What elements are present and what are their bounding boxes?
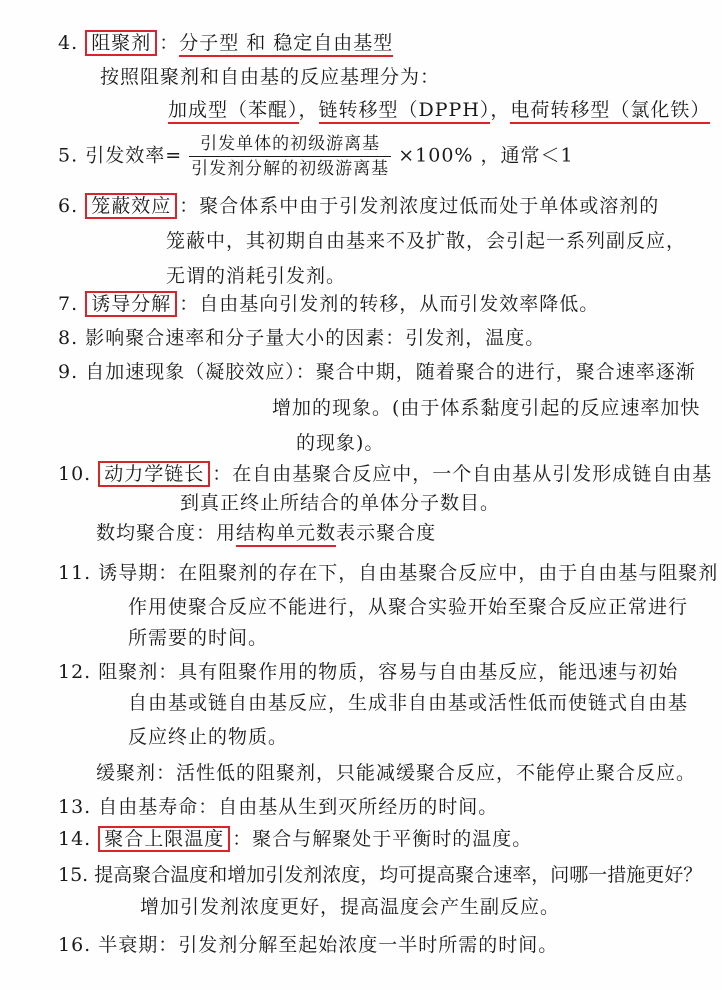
note-15-line-1: 15. 提高聚合温度和增加引发剂浓度，均可提高聚合速率，问哪一措施更好？ (58, 864, 703, 886)
note-16-line: 16. 半衰期：引发剂分解至起始浓度一半时所需的时间。 (58, 934, 559, 956)
efficiency-fraction (189, 132, 391, 181)
inhibitor-classification-intro: 按照阻聚剂和自由基的反应基理分为： (100, 66, 441, 88)
note-7-line: 7. 诱导分解 ：自由基向引发剂的转移，从而引发效率降低。 (58, 293, 600, 315)
note-13-line: 13. 自由基寿命：自由基从生到灭所经历的时间。 (58, 796, 499, 818)
term-retarder: 缓聚剂：活性低的阻聚剂，只能减缓聚合反应，不能停止聚合反应。 (96, 762, 697, 784)
term-cage-effect: 笼蔽效应 (85, 193, 177, 219)
term-induced-decomposition: 诱导分解 (85, 291, 177, 317)
note-number: 9. (58, 361, 79, 383)
note-10-line-2: 到真正终止所结合的单体分子数目。 (180, 492, 501, 514)
note-4-line-1: 4. 阻聚剂 ：分子型 和 稳定自由基型 (58, 30, 393, 56)
addition-type: 加成型（苯醌） (168, 99, 299, 124)
note-6-line-3: 无谓的消耗引发剂。 (166, 265, 347, 287)
note-12-line-1: 12. 阻聚剂：具有阻聚作用的物质，容易与自由基反应，能迅速与初始 (58, 661, 679, 683)
chain-transfer-type: 链转移型（DPPH） (319, 99, 491, 124)
inhibitor-types: 分子型 和 稳定自由基型 (179, 32, 393, 57)
note-15-line-2: 增加引发剂浓度更好，提高温度会产生副反应。 (140, 896, 561, 918)
note-number: 15. (58, 864, 89, 886)
note-4-line-2 (100, 64, 440, 90)
note-12-line-4 (96, 760, 696, 786)
fraction-denominator: 引发剂分解的初级游离基 (191, 159, 390, 179)
structural-unit-count: 结构单元数 (236, 522, 336, 547)
note-number: 5. (58, 144, 79, 167)
note-9-line-2: 增加的现象。(由于体系黏度引起的反应速率加快 (272, 397, 701, 419)
note-11-line-3: 所需要的时间。 (128, 627, 269, 649)
note-6-line-1: 6. 笼蔽效应 ：聚合体系中由于引发剂浓度过低而处于单体或溶剂的 (58, 195, 660, 217)
term-kinetic-chain-length: 动力学链长 (98, 461, 210, 487)
note-number: 4. (58, 32, 79, 54)
term-ceiling-temperature: 聚合上限温度 (98, 826, 230, 852)
note-12-line-2: 自由基或链自由基反应，生成非自由基或活性低而使链式自由基 (128, 692, 689, 714)
note-10-line-1: 10. 动力学链长 ：在自由基聚合反应中，一个自由基从引发形成链自由基 (58, 463, 713, 485)
note-6-line-2: 笼蔽中，其初期自由基来不及扩散，会引起一系列副反应， (166, 230, 687, 252)
note-9-line-1: 9. 自加速现象（凝胶效应）：聚合中期，随着聚合的进行，聚合速率逐渐 (58, 361, 696, 383)
note-8-line: 8. 影响聚合速率和分子量大小的因素：引发剂，温度。 (58, 327, 546, 349)
term-initiator-efficiency: 引发效率 (85, 144, 166, 167)
note-number: 6. (58, 195, 79, 217)
note-5-line: 5. 引发效率= $\frac{\text{引发单体的初级游离基}}{\text{引发剂分解的初级游离基}}$ ×100% ，通常＜1 (58, 134, 574, 179)
note-number: 10. (58, 463, 92, 485)
fraction-numerator: 引发单体的初级游离基 (189, 132, 391, 157)
term-inhibitor: 阻聚剂 (85, 30, 157, 56)
note-10-line-3: 数均聚合度：用结构单元数表示聚合度 (96, 520, 436, 546)
note-11-line-1: 11. 诱导期：在阻聚剂的存在下，自由基聚合反应中，由于自由基与阻聚剂 (58, 562, 719, 584)
term-degree-of-polymerization: 数均聚合度 (96, 522, 197, 544)
note-14-line: 14. 聚合上限温度 ：聚合与解聚处于平衡时的温度。 (58, 828, 533, 850)
note-9-line-3: 的现象)。 (296, 432, 385, 454)
note-number: 16. (58, 934, 92, 956)
note-4-line-3: 加成型（苯醌），链转移型（DPPH），电荷转移型（氯化铁） (168, 97, 710, 123)
note-number: 13. (58, 796, 92, 818)
note-11-line-2: 作用使聚合反应不能进行，从聚合实验开始至聚合反应正常进行 (128, 596, 689, 618)
note-number: 11. (58, 562, 92, 584)
note-number: 14. (58, 828, 92, 850)
note-number: 8. (58, 327, 79, 349)
charge-transfer-type: 电荷转移型（氯化铁） (510, 99, 710, 124)
note-12-line-3: 反应终止的物质。 (128, 726, 289, 748)
note-number: 12. (58, 661, 92, 683)
note-number: 7. (58, 293, 79, 315)
